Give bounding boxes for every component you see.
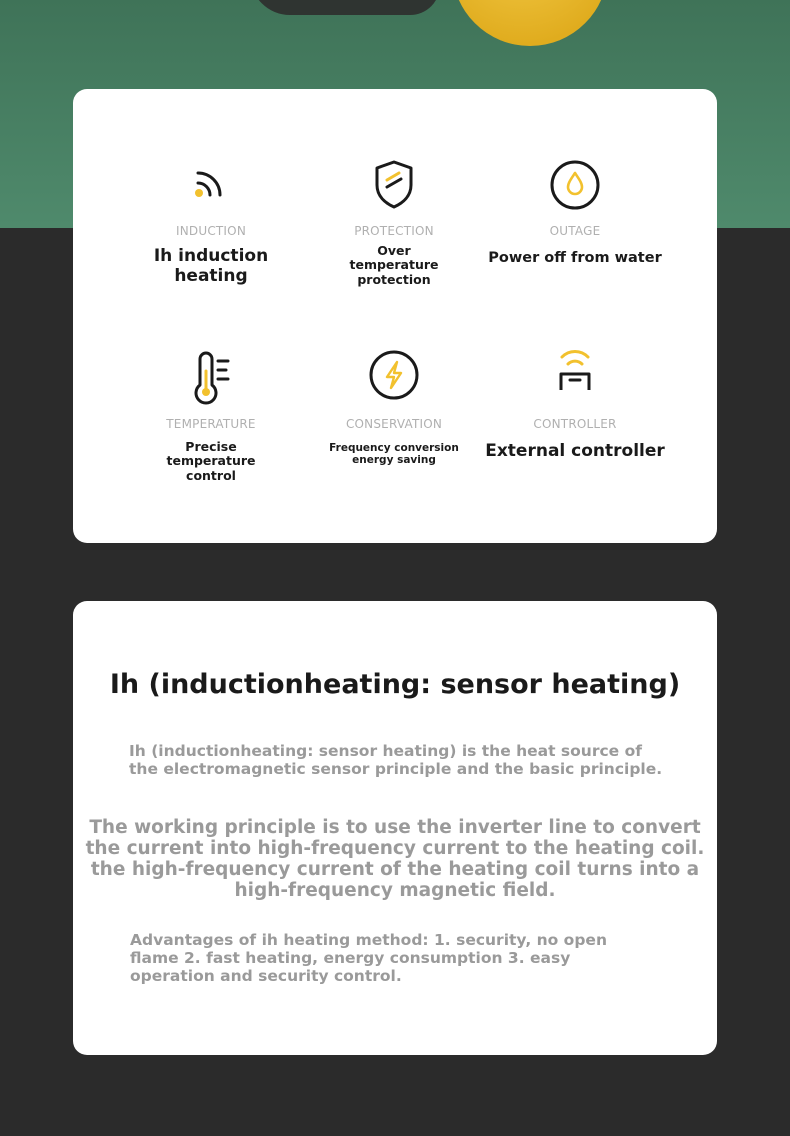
feature-subtitle: CONSERVATION	[345, 417, 443, 431]
feature-title: Ih induction heating	[153, 246, 269, 286]
feature-temperature	[126, 351, 296, 483]
feature-title: Precise temperature control	[166, 439, 256, 483]
features-card	[73, 89, 717, 543]
feature-title: Over temperature protection	[349, 243, 439, 287]
feature-subtitle: CONTROLLER	[533, 417, 617, 431]
feature-subtitle: INDUCTION	[175, 224, 246, 238]
lightning-icon	[368, 349, 420, 401]
feature-title: Frequency conversion energy saving	[329, 442, 459, 467]
info-paragraph-3: Advantages of ih heating method: 1. security, no open flame 2. fast heating, energy consumption 3. easy operation and security control.	[130, 931, 607, 985]
info-paragraph-2: The working principle is to use the inverter line to convert the current into high-frequency current to the heating coil. the high-frequency current of the heating coil turns into a high-frequency magnetic field.	[85, 817, 705, 901]
feature-protection	[309, 159, 479, 287]
feature-subtitle: TEMPERATURE	[166, 417, 256, 431]
info-heading: Ih (inductionheating: sensor heating)	[109, 669, 681, 700]
feature-subtitle: OUTAGE	[549, 224, 601, 238]
feature-controller	[485, 351, 665, 471]
thermometer-icon	[189, 351, 233, 405]
info-paragraph-1: Ih (inductionheating: sensor heating) is the heat source of the electromagnetic sensor principle and the basic principle.	[129, 742, 663, 778]
feature-induction	[126, 159, 296, 286]
feature-subtitle: PROTECTION	[354, 224, 434, 238]
yellow-ball-image	[452, 0, 608, 46]
feature-title: External controller	[485, 441, 665, 461]
feature-title: Power off from water	[488, 250, 662, 266]
info-card	[73, 601, 717, 1055]
remote-control-icon	[553, 348, 597, 396]
wifi-signal-icon	[189, 159, 233, 203]
shield-icon	[372, 159, 416, 209]
feature-outage	[490, 159, 660, 279]
feature-conservation	[309, 349, 479, 469]
water-drop-icon	[549, 159, 601, 211]
cooker-device-image	[250, 0, 440, 15]
